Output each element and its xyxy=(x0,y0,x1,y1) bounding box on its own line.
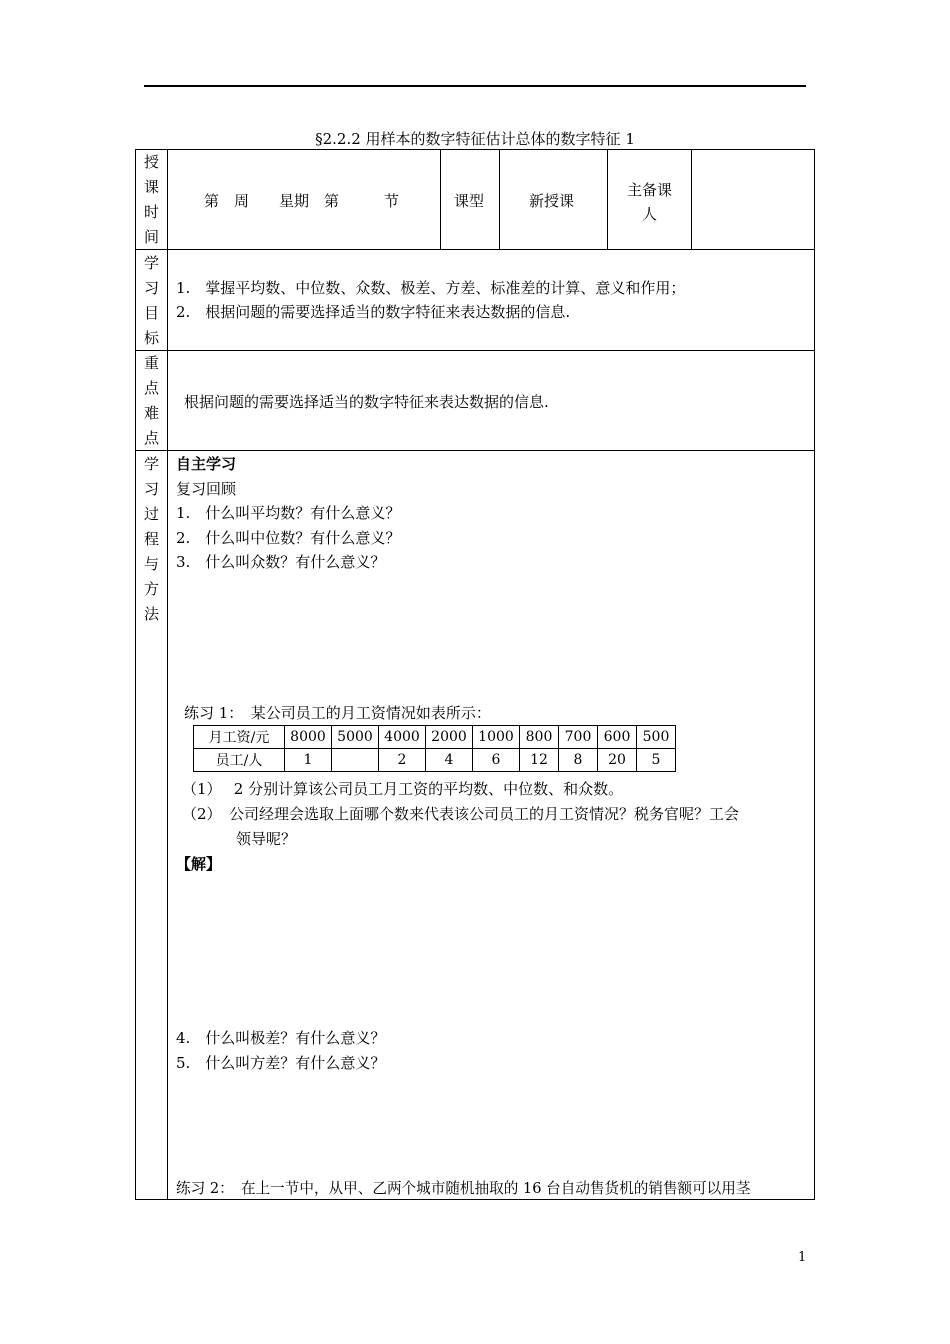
process-row-label: 学 习 过 程 与 方 法 xyxy=(143,455,159,623)
table-cell: 20 xyxy=(598,749,637,772)
table-header-cell: 员工/人 xyxy=(194,749,285,772)
sub-question-1: （1） 2 分别计算该公司员工月工资的平均数、中位数、和众数。 xyxy=(182,780,624,798)
table-cell: 8000 xyxy=(285,726,332,749)
table-cell: 600 xyxy=(598,726,637,749)
table-cell: 1 xyxy=(285,749,332,772)
lesson-type-label: 课型 xyxy=(454,192,485,210)
section-title: 自主学习 xyxy=(176,455,237,473)
page-title: §2.2.2 用样本的数字特征估计总体的数字特征 1 xyxy=(315,130,635,148)
table-cell: 6 xyxy=(473,749,520,772)
solution-label: 【解】 xyxy=(176,855,222,873)
table-cell: 8 xyxy=(559,749,598,772)
table-cell: 12 xyxy=(520,749,559,772)
review-question: 3. 什么叫众数？有什么意义？ xyxy=(176,553,386,571)
table-cell: 4000 xyxy=(379,726,426,749)
review-question: 2. 什么叫中位数？有什么意义？ xyxy=(176,529,401,547)
preparer-label: 主备课 人 xyxy=(626,181,672,223)
key-points-text: 根据问题的需要选择适当的数字特征来表达数据的信息. xyxy=(184,393,549,411)
table-cell: 5 xyxy=(637,749,676,772)
sub-question-2: （2） 公司经理会选取上面哪个数来代表该公司员工的月工资情况？税务官呢？工会 xyxy=(182,805,740,823)
schedule-row-label: 授 课 时 间 xyxy=(143,153,159,246)
review-question: 1. 什么叫平均数？有什么意义？ xyxy=(176,504,401,522)
table-cell: 2 xyxy=(379,749,426,772)
objective-item: 1. 掌握平均数、中位数、众数、极差、方差、标准差的计算、意义和作用； xyxy=(176,279,686,297)
sub-question-2-continued: 领导呢？ xyxy=(236,830,297,848)
table-row xyxy=(194,749,676,772)
header-rule xyxy=(144,85,806,87)
table-cell: 5000 xyxy=(332,726,379,749)
objective-item: 2. 根据问题的需要选择适当的数字特征来表达数据的信息. xyxy=(176,303,571,321)
objectives-row-label: 学 习 目 标 xyxy=(143,254,159,347)
exercise2-text: 练习 2： 在上一节中，从甲、乙两个城市随机抽取的 16 台自动售货机的销售额可以用茎 xyxy=(176,1180,751,1197)
table-cell: 2000 xyxy=(426,726,473,749)
review-question: 4. 什么叫极差？有什么意义？ xyxy=(176,1029,386,1047)
exercise1-title: 练习 1： 某公司员工的月工资情况如表所示： xyxy=(184,704,491,722)
page-number: 1 xyxy=(798,1250,807,1265)
lesson-type-value: 新授课 xyxy=(529,192,575,210)
table-cell: 500 xyxy=(637,726,676,749)
salary-table xyxy=(193,725,676,772)
key-points-row-label: 重 点 难 点 xyxy=(143,354,159,447)
table-header-cell: 月工资/元 xyxy=(194,726,285,749)
table-cell: 700 xyxy=(559,726,598,749)
table-row xyxy=(194,726,676,749)
review-question: 5. 什么叫方差？有什么意义？ xyxy=(176,1054,386,1072)
table-cell: 1000 xyxy=(473,726,520,749)
review-title: 复习回顾 xyxy=(176,480,237,498)
table-cell: 800 xyxy=(520,726,559,749)
schedule-text: 第 周 星期 第 节 xyxy=(204,192,400,210)
table-cell: 4 xyxy=(426,749,473,772)
table-cell xyxy=(332,749,379,772)
